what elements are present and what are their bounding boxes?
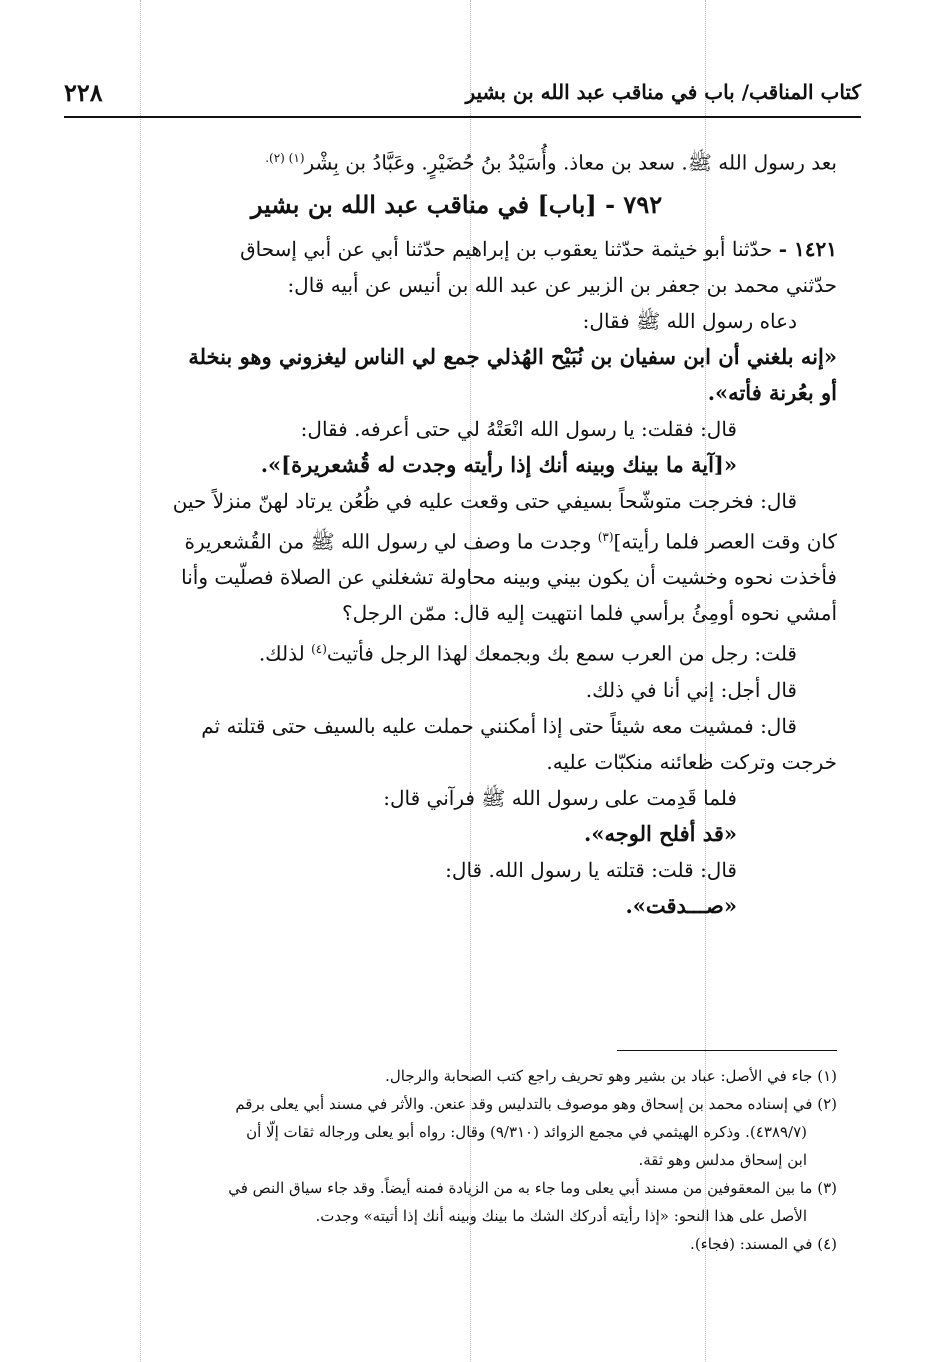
text-run: كان وقت العصر فلما رأيته]: [613, 529, 837, 554]
page-number: ٢٢٨: [64, 78, 103, 107]
text-line: فأخذت نحوه وخشيت أن يكون بيني وبينه محاولة تشغلني عن الصلاة فصلّيت وأنا: [181, 565, 837, 590]
prophetic-quote: «صـــدقت».: [625, 892, 737, 918]
text-line: فلما قَدِمت على رسول الله ﷺ فرآني قال:: [383, 785, 737, 810]
prophetic-quote: أو بعُرنة فأته».: [707, 379, 837, 405]
text-run: بعد رسول الله ﷺ. سعد بن معاذ. وأُسَيْدُ بنُ حُضَيْرٍ. وعَبَّادُ بن بِشْر: [304, 150, 837, 175]
prophetic-quote: «إنه بلغني أن ابن سفيان بن نُبَيْح الهُذلي جمع لي الناس ليغزوني وهو بنخلة: [188, 343, 837, 369]
text-line: قال: قلت: قتلته يا رسول الله. قال:: [445, 857, 737, 882]
text-line: أمشي نحوه أومِئُ برأسي فلما انتهيت إليه قال: ممّن الرجل؟: [342, 601, 837, 626]
footnote-1: (١) جاء في الأصل: عباد بن بشير وهو تحريف راجع كتب الصحابة والرجال.: [385, 1067, 837, 1085]
footnote-4: (٤) في المسند: (فجاء).: [690, 1235, 837, 1253]
prophetic-quote: «قد أفلح الوجه».: [584, 820, 737, 846]
main-text: [76, 140, 837, 924]
footnote-2-continuation: (٤٣٨٩/٧). وذكره الهيثمي في مجمع الزوائد (٩/٣١٠) وقال: رواه أبو يعلى ورجاله ثقات إلّا أن: [246, 1123, 807, 1141]
text-line: قال: فقلت: يا رسول الله انْعَتْهُ لي حتى أعرفه. فقال:: [300, 416, 737, 441]
footnote-3: (٣) ما بين المعقوفين من مسند أبي يعلى وما جاء به من الزيادة فمنه أيضاً. وقد جاء سياق النص في: [228, 1179, 837, 1197]
text-run: لذلك.: [258, 641, 312, 666]
header-rule: [64, 116, 861, 118]
page-header: [64, 78, 861, 118]
footnote-3-continuation: الأصل على هذا النحو: «إذا رأيته أدركك الشك ما بينك وبينه أنك إذا أتيته» وجدت.: [315, 1207, 807, 1225]
footnote-ref: (٤): [311, 642, 327, 657]
text-line: [76, 519, 837, 560]
chapter-heading: ٧٩٢ - [باب] في مناقب عبد الله بن بشير: [250, 189, 663, 219]
footnote-ref: (٣): [597, 529, 614, 544]
text-line: قال أجل: إني أنا في ذلك.: [585, 677, 797, 702]
footnote-2: (٢) في إسناده محمد بن إسحاق وهو موصوف بالتدليس وقد عنعن. والأثر في مسند أبي يعلى برقم: [235, 1095, 837, 1113]
footnotes: [90, 1062, 837, 1258]
text-line: حدّثني محمد بن جعفر بن الزبير عن عبد الله بن أنيس عن أبيه قال:: [287, 272, 837, 297]
running-header-title: كتاب المناقب/ باب في مناقب عبد الله بن بشير: [465, 80, 861, 104]
text-line: [76, 140, 837, 181]
prophetic-quote: «[آية ما بينك وبينه أنك إذا رأيته وجدت له قُشعريرة]».: [260, 451, 737, 477]
text-line: دعاه رسول الله ﷺ فقال:: [582, 308, 797, 333]
text-line: [76, 631, 837, 672]
text-run: قلت: رجل من العرب سمع بك وبجمعك لهذا الرجل فأتيت: [326, 641, 797, 666]
text-line: قال: فمشيت معه شيئاً حتى إذا أمكنني حملت عليه بالسيف حتى قتلته ثم: [201, 713, 797, 738]
text-line: قال: فخرجت متوشّحاً بسيفي حتى وقعت عليه في ظُعُن يرتاد لهنّ منزلاً حين: [172, 488, 797, 513]
text-line: خرجت وتركت ظعائنه منكبّات عليه.: [546, 749, 837, 774]
footnote-2-continuation: ابن إسحاق مدلس وهو ثقة.: [638, 1151, 807, 1169]
footnote-ref: (١) (٢).: [265, 151, 305, 165]
hadith-number: ١٤٢١ -: [778, 236, 837, 261]
text-run: وجدت ما وصف لي رسول الله ﷺ من القُشعريرة: [184, 529, 598, 554]
hadith-line: [76, 231, 837, 267]
isnad-text: حدّثنا أبو خيثمة حدّثنا يعقوب بن إبراهيم حدّثنا أبي عن أبي إسحاق: [240, 236, 773, 261]
footnote-separator: [617, 1050, 837, 1051]
